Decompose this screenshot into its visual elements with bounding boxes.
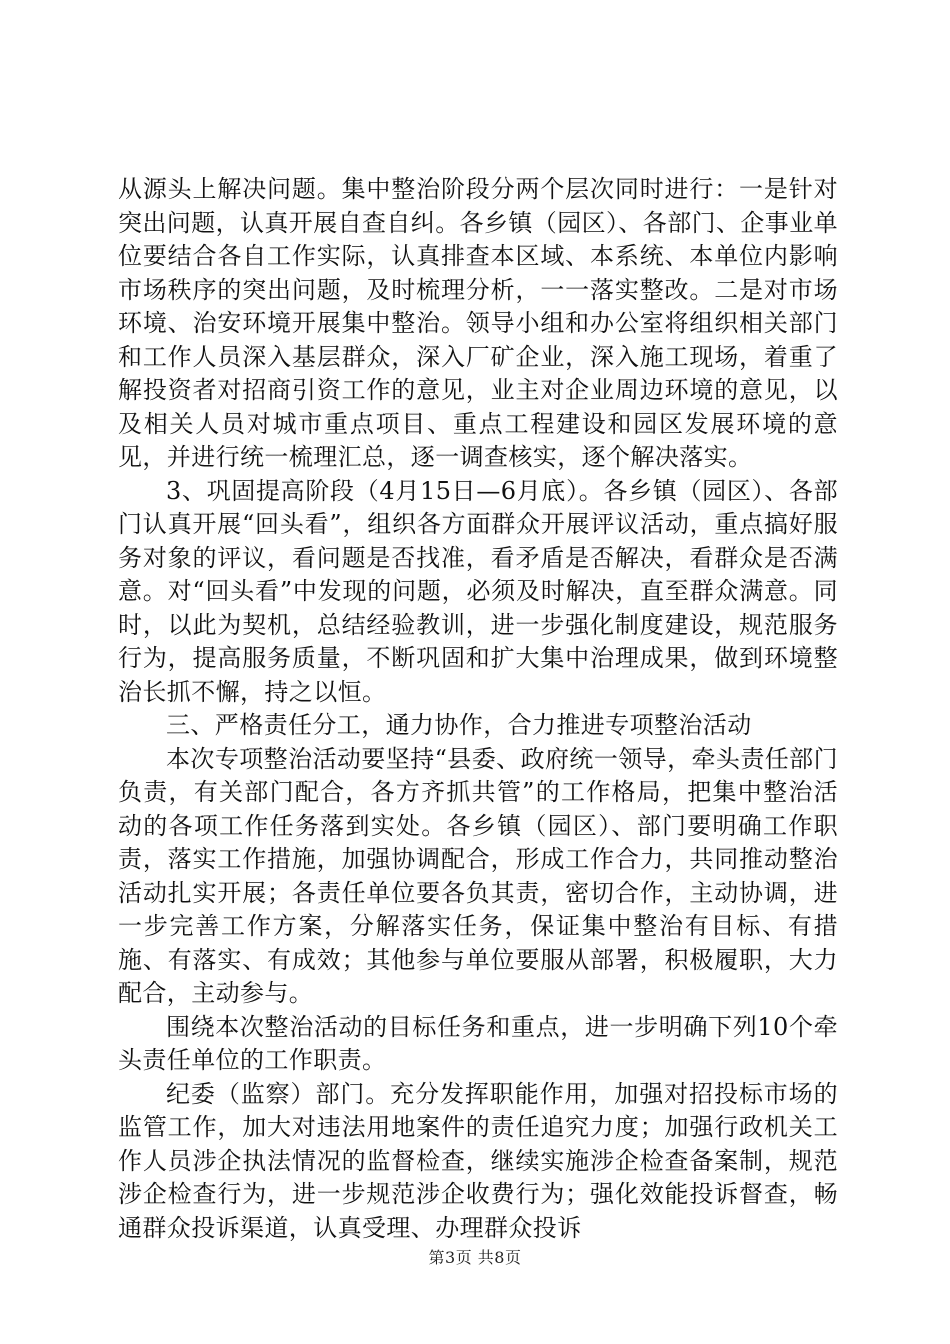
paragraph-3: 本次专项整治活动要坚持“县委、政府统一领导，牵头责任部门负责，有关部门配合，各方齐抓共管”的工作格局，把集中整治活动的各项工作任务落到实处。各乡镇（园区）、部门要明确工作职责，落实工作措施，加强协调配合，形成工作合力，共同推动整治活动扎实开展；各责任单位要各负其责，密切合作，主动协调，进一步完善工作方案，分解落实任务，保证集中整治有目标、有措施、有落实、有成效；其他参与单位要服从部署，积极履职，大力配合，主动参与。 [118, 744, 838, 1007]
paragraph-1: 从源头上解决问题。集中整治阶段分两个层次同时进行：一是针对突出问题，认真开展自查自纠。各乡镇（园区）、各部门、企事业单位要结合各自工作实际，认真排查本区域、本系统、本单位内影响市场秩序的突出问题，及时梳理分析，一一落实整改。二是对市场环境、治安环境开展集中整治。领导小组和办公室将组织相关部门和工作人员深入基层群众，深入厂矿企业，深入施工现场，着重了解投资者对招商引资工作的意见，业主对企业周边环境的意见，以及相关人员对城市重点项目、重点工程建设和园区发展环境的意见，并进行统一梳理汇总，逐一调查核实，逐个解决落实。 [118, 175, 838, 471]
paragraph-4: 围绕本次整治活动的目标任务和重点，进一步明确下列10个牵头责任单位的工作职责。 [118, 1012, 838, 1074]
page-number-footer: 第3页 共8页 [428, 1248, 522, 1267]
section-heading: 三、严格责任分工，通力协作，合力推进专项整治活动 [166, 711, 752, 739]
document-body [118, 173, 838, 1245]
paragraph-2: 3、巩固提高阶段（4月15日—6月底）。各乡镇（园区）、各部门认真开展“回头看”，组织各方面群众开展评议活动，重点搞好服务对象的评议，看问题是否找准，看矛盾是否解决，看群众是否满意。对“回头看”中发现的问题，必须及时解决，直至群众满意。同时，以此为契机，总结经验教训，进一步强化制度建设，规范服务行为，提高服务质量，不断巩固和扩大集中治理成果，做到环境整治长抓不懈，持之以恒。 [118, 476, 838, 706]
paragraph-5: 纪委（监察）部门。充分发挥职能作用，加强对招投标市场的监管工作，加大对违法用地案件的责任追究力度；加强行政机关工作人员涉企执法情况的监督检查，继续实施涉企检查备案制，规范涉企检查行为，进一步规范涉企收费行为；强化效能投诉督查，畅通群众投诉渠道，认真受理、办理群众投诉 [118, 1079, 838, 1242]
